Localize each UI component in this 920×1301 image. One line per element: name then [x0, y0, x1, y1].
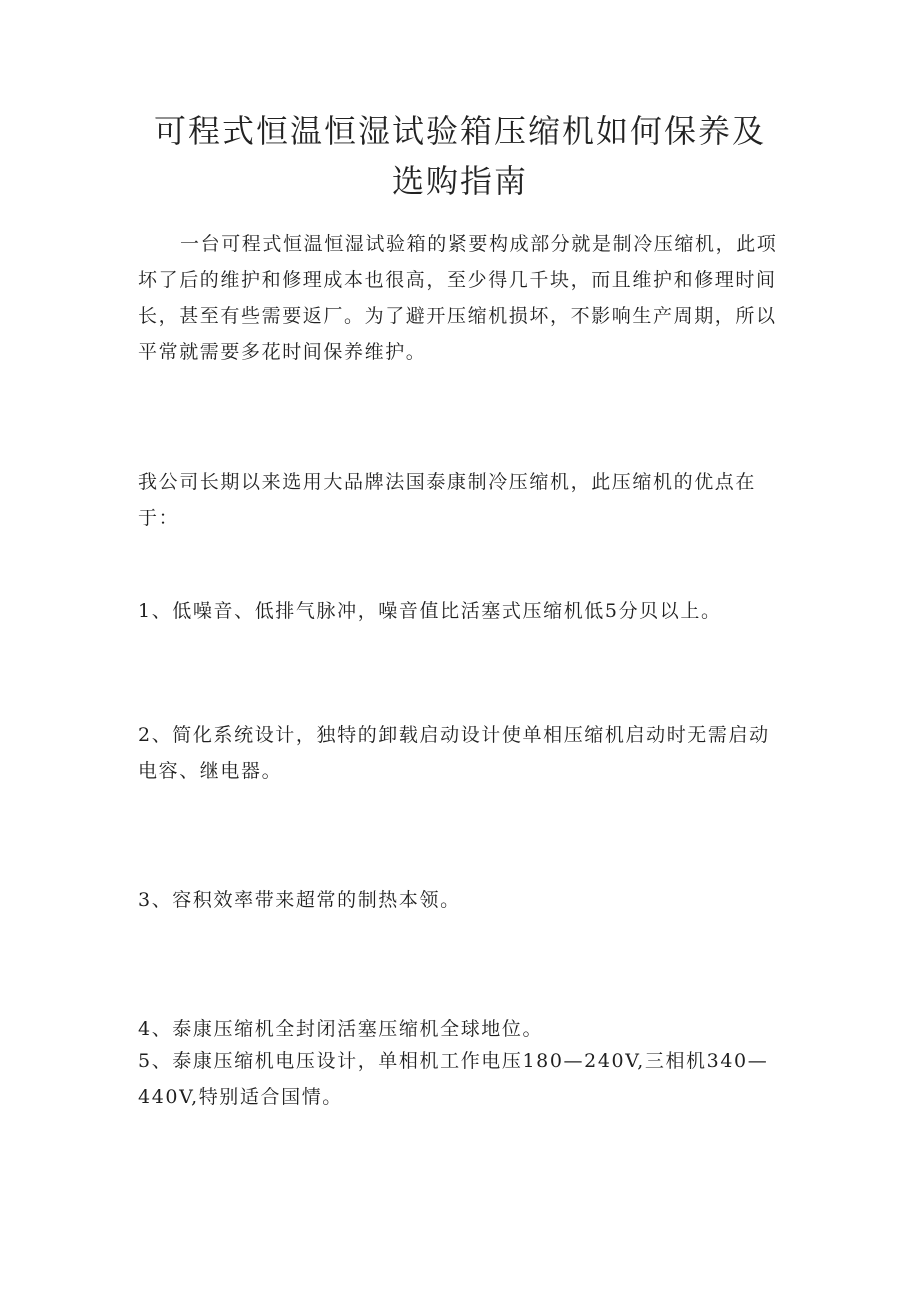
- advantage-item-1: 1、低噪音、低排气脉冲，噪音值比活塞式压缩机低5分贝以上。: [138, 600, 722, 622]
- advantage-item-5: 5、泰康压缩机电压设计，单相机工作电压180—240V,三相机340—440V,特别适合国情。: [138, 1050, 769, 1108]
- company-statement: 我公司长期以来选用大品牌法国泰康制冷压缩机，此压缩机的优点在于：: [138, 471, 757, 529]
- intro-paragraph: 一台可程式恒温恒湿试验箱的紧要构成部分就是制冷压缩机，此项坏了后的维护和修理成本也很高，至少得几千块，而且维护和修理时间长，甚至有些需要返厂。为了避开压缩机损坏，不影响生产周期，所以平常就需要多花时间保养维护。: [138, 233, 778, 363]
- advantage-item-3: 3、容积效率带来超常的制热本领。: [138, 889, 461, 911]
- advantage-item-2: 2、简化系统设计，独特的卸载启动设计使单相压缩机启动时无需启动电容、继电器。: [138, 724, 770, 782]
- document-title: 可程式恒温恒湿试验箱压缩机如何保养及选购指南: [153, 112, 766, 200]
- advantage-item-4: 4、泰康压缩机全封闭活塞压缩机全球地位。: [138, 1018, 544, 1040]
